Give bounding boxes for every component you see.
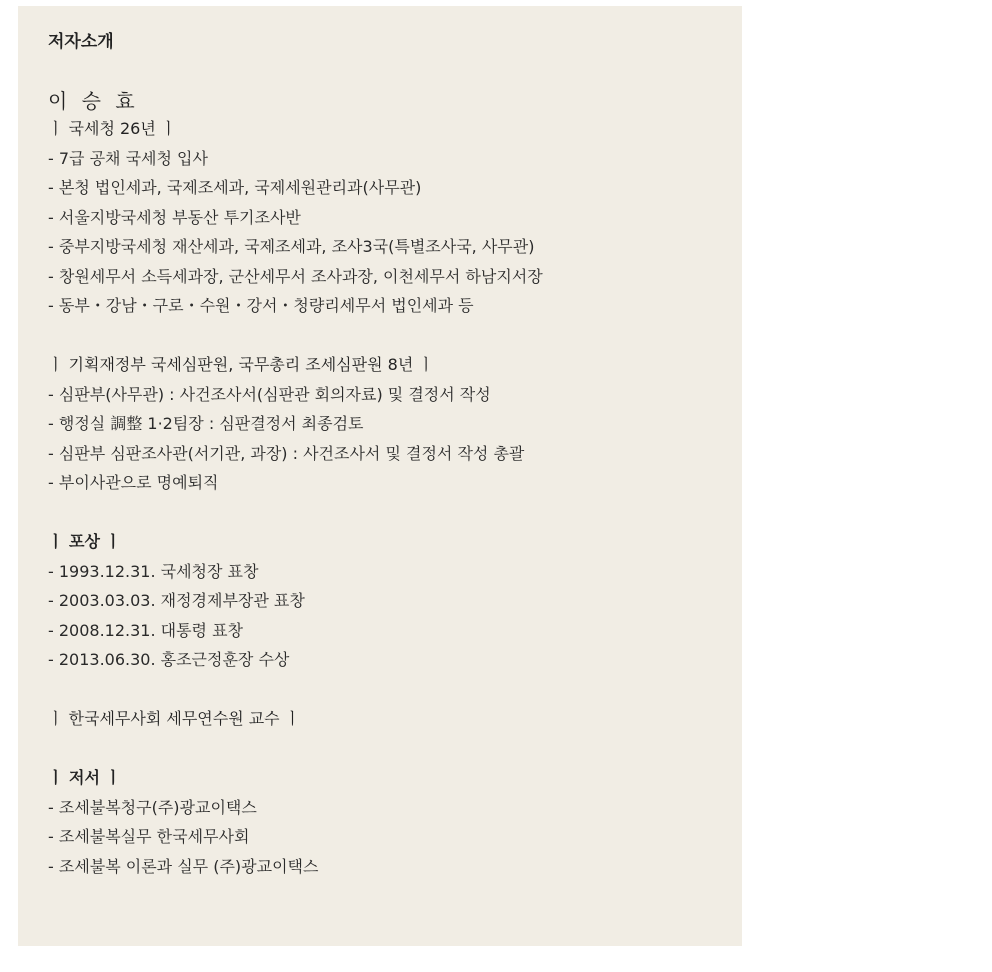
author-name: 이 승 효	[48, 89, 139, 113]
list-item: - 심판부 심판조사관(서기관, 과장) : 사건조사서 및 결정서 작성 총괄	[48, 443, 525, 463]
list-item: - 창원세무서 소득세과장, 군산세무서 조사과장, 이천세무서 하남지서장	[48, 266, 543, 286]
list-item: - 심판부(사무관) : 사건조사서(심판관 회의자료) 및 결정서 작성	[48, 384, 491, 404]
list-item: - 2008.12.31. 대통령 표창	[48, 620, 244, 640]
list-item: - 동부・강남・구로・수원・강서・청량리세무서 법인세과 등	[48, 296, 474, 315]
list-item: - 7급 공채 국세청 입사	[48, 148, 208, 168]
panel-title: 저자소개	[48, 32, 114, 52]
author-intro-panel	[18, 6, 742, 946]
section-tax-tribunal	[48, 350, 742, 498]
list-item: - 본청 법인세과, 국제조세과, 국제세원관리과(사무관)	[48, 178, 422, 197]
section-nts-career	[48, 114, 742, 321]
section-awards	[48, 527, 742, 675]
list-item: - 조세불복청구(주)광교이택스	[48, 797, 257, 817]
list-item: - 중부지방국세청 재산세과, 국제조세과, 조사3국(특별조사국, 사무관)	[48, 237, 535, 256]
list-item: - 서울지방국세청 부동산 투기조사반	[48, 207, 301, 227]
career-sections	[48, 114, 742, 881]
section-heading: ㅣ 저서 ㅣ	[48, 768, 121, 787]
section-heading: ㅣ 국세청 26년 ㅣ	[48, 119, 177, 138]
list-item: - 조세불복실무 한국세무사회	[48, 827, 250, 846]
list-item: - 2013.06.30. 홍조근정훈장 수상	[48, 650, 290, 669]
list-item: - 조세불복 이론과 실무 (주)광교이택스	[48, 856, 319, 876]
list-item: - 행정실 調整 1·2팀장 : 심판결정서 최종검토	[48, 414, 364, 433]
section-heading: ㅣ 기획재정부 국세심판원, 국무총리 조세심판원 8년 ㅣ	[48, 355, 434, 374]
section-publications	[48, 763, 742, 881]
section-heading: ㅣ 한국세무사회 세무연수원 교수 ㅣ	[48, 709, 301, 728]
list-item: - 2003.03.03. 재정경제부장관 표창	[48, 591, 305, 610]
list-item: - 1993.12.31. 국세청장 표창	[48, 561, 259, 581]
section-heading: ㅣ 포상 ㅣ	[48, 532, 121, 551]
section-professor	[48, 704, 742, 734]
list-item: - 부이사관으로 명예퇴직	[48, 473, 219, 492]
